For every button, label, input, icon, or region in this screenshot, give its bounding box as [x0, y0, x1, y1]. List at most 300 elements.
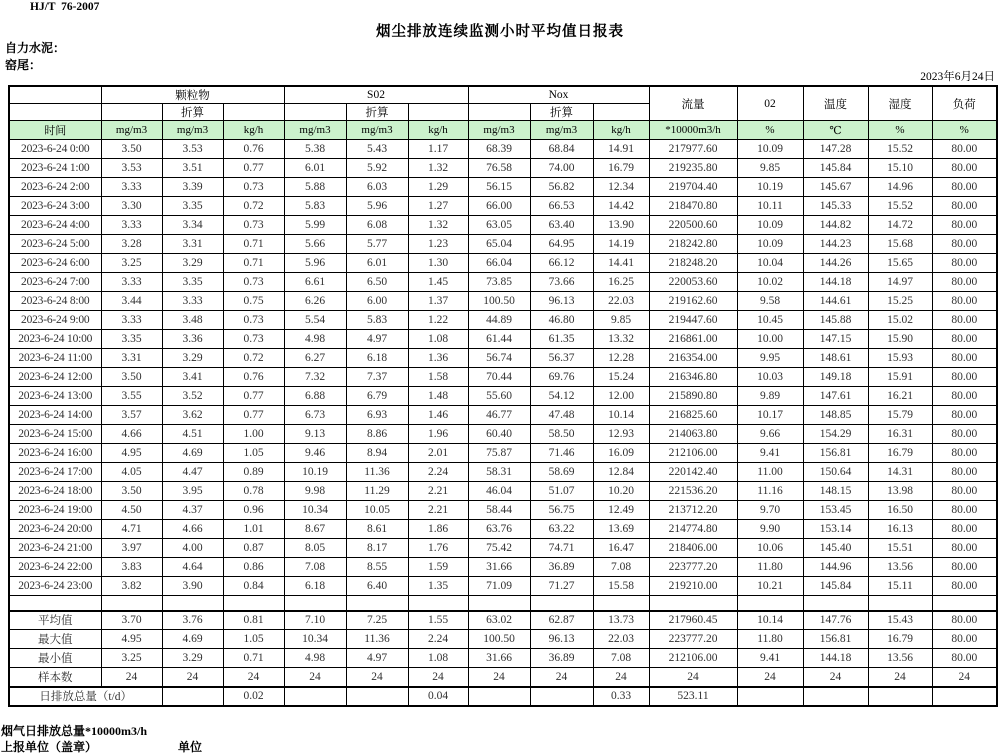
- summary-value: 4.95: [101, 630, 162, 649]
- value-cell: 3.82: [101, 577, 162, 596]
- value-cell: 218470.80: [649, 197, 737, 216]
- summary-value: 24: [408, 668, 468, 687]
- value-cell: 80.00: [932, 368, 997, 387]
- value-cell: 8.94: [346, 444, 408, 463]
- time-cell: 2023-6-24 13:00: [9, 387, 101, 406]
- unit-header: %: [737, 121, 803, 140]
- value-cell: 66.00: [468, 197, 530, 216]
- value-cell: 4.71: [101, 520, 162, 539]
- value-cell: 9.89: [737, 387, 803, 406]
- unit-header: mg/m3: [162, 121, 223, 140]
- time-cell: 2023-6-24 20:00: [9, 520, 101, 539]
- time-cell: 2023-6-24 2:00: [9, 178, 101, 197]
- summary-value: 36.89: [530, 649, 593, 668]
- value-cell: 10.11: [737, 197, 803, 216]
- value-cell: 71.27: [530, 577, 593, 596]
- summary-value: 3.76: [162, 611, 223, 630]
- value-cell: 16.31: [868, 425, 932, 444]
- column-header: 02: [737, 86, 803, 121]
- value-cell: 5.92: [346, 159, 408, 178]
- value-cell: 5.77: [346, 235, 408, 254]
- value-cell: 80.00: [932, 501, 997, 520]
- value-cell: 144.23: [803, 235, 868, 254]
- value-cell: 220053.60: [649, 273, 737, 292]
- summary-value: 4.69: [162, 630, 223, 649]
- value-cell: 219210.00: [649, 577, 737, 596]
- value-cell: 10.02: [737, 273, 803, 292]
- value-cell: 0.73: [223, 178, 284, 197]
- value-cell: 73.66: [530, 273, 593, 292]
- value-cell: 1.36: [408, 349, 468, 368]
- value-cell: 3.55: [101, 387, 162, 406]
- time-cell: 2023-6-24 18:00: [9, 482, 101, 501]
- value-cell: 1.37: [408, 292, 468, 311]
- value-cell: 148.15: [803, 482, 868, 501]
- value-cell: 65.04: [468, 235, 530, 254]
- summary-label: 日排放总量（t/d）: [9, 687, 162, 706]
- summary-value: 24: [530, 668, 593, 687]
- empty-cell: [346, 596, 408, 611]
- value-cell: 3.35: [162, 273, 223, 292]
- summary-value: 24: [803, 668, 868, 687]
- value-cell: 15.11: [868, 577, 932, 596]
- summary-value: 217960.45: [649, 611, 737, 630]
- value-cell: 80.00: [932, 577, 997, 596]
- summary-value: 16.79: [868, 630, 932, 649]
- value-cell: 5.96: [346, 197, 408, 216]
- empty-cell: [803, 596, 868, 611]
- time-cell: 2023-6-24 1:00: [9, 159, 101, 178]
- summary-value: 80.00: [932, 649, 997, 668]
- value-cell: 3.53: [162, 140, 223, 159]
- value-cell: 3.50: [101, 482, 162, 501]
- summary-value: 10.34: [284, 630, 346, 649]
- value-cell: 15.52: [868, 197, 932, 216]
- value-cell: 0.78: [223, 482, 284, 501]
- value-cell: 16.47: [593, 539, 649, 558]
- value-cell: 10.05: [346, 501, 408, 520]
- value-cell: 16.79: [593, 159, 649, 178]
- value-cell: 8.86: [346, 425, 408, 444]
- sub-header: [468, 104, 530, 121]
- value-cell: 5.96: [284, 254, 346, 273]
- value-cell: 6.50: [346, 273, 408, 292]
- company-label: 自力水泥：: [5, 41, 66, 55]
- value-cell: 56.82: [530, 178, 593, 197]
- summary-value: 0.71: [223, 649, 284, 668]
- summary-value: 1.05: [223, 630, 284, 649]
- value-cell: 15.52: [868, 140, 932, 159]
- summary-value: [468, 687, 530, 706]
- value-cell: 3.34: [162, 216, 223, 235]
- group-header: Nox: [468, 86, 649, 104]
- summary-value: 24: [593, 668, 649, 687]
- value-cell: 64.95: [530, 235, 593, 254]
- value-cell: 31.66: [468, 558, 530, 577]
- summary-value: 4.98: [284, 649, 346, 668]
- summary-value: 63.02: [468, 611, 530, 630]
- value-cell: 153.14: [803, 520, 868, 539]
- value-cell: 2.21: [408, 501, 468, 520]
- converted-header: 折算: [162, 104, 223, 121]
- value-cell: 218406.00: [649, 539, 737, 558]
- value-cell: 75.42: [468, 539, 530, 558]
- value-cell: 80.00: [932, 235, 997, 254]
- summary-value: 24: [101, 668, 162, 687]
- value-cell: 10.03: [737, 368, 803, 387]
- value-cell: 5.83: [346, 311, 408, 330]
- value-cell: 80.00: [932, 463, 997, 482]
- value-cell: 10.06: [737, 539, 803, 558]
- value-cell: 1.01: [223, 520, 284, 539]
- value-cell: 3.50: [101, 368, 162, 387]
- value-cell: 145.84: [803, 159, 868, 178]
- value-cell: 15.10: [868, 159, 932, 178]
- value-cell: 14.91: [593, 140, 649, 159]
- summary-value: 223777.20: [649, 630, 737, 649]
- value-cell: 11.00: [737, 463, 803, 482]
- value-cell: 0.86: [223, 558, 284, 577]
- value-cell: 6.26: [284, 292, 346, 311]
- time-cell: 2023-6-24 6:00: [9, 254, 101, 273]
- value-cell: 216861.00: [649, 330, 737, 349]
- value-cell: 0.87: [223, 539, 284, 558]
- value-cell: 223777.20: [649, 558, 737, 577]
- value-cell: 5.38: [284, 140, 346, 159]
- value-cell: 3.97: [101, 539, 162, 558]
- value-cell: 3.44: [101, 292, 162, 311]
- value-cell: 3.35: [162, 197, 223, 216]
- value-cell: 96.13: [530, 292, 593, 311]
- value-cell: 11.29: [346, 482, 408, 501]
- summary-value: 24: [932, 668, 997, 687]
- value-cell: 6.08: [346, 216, 408, 235]
- value-cell: 14.97: [868, 273, 932, 292]
- value-cell: 12.00: [593, 387, 649, 406]
- value-cell: 66.04: [468, 254, 530, 273]
- summary-value: [803, 687, 868, 706]
- value-cell: 10.20: [593, 482, 649, 501]
- value-cell: 4.66: [162, 520, 223, 539]
- summary-value: 100.50: [468, 630, 530, 649]
- empty-cell: [737, 596, 803, 611]
- group-header: S02: [284, 86, 468, 104]
- value-cell: 1.29: [408, 178, 468, 197]
- corner-cell: [9, 104, 101, 121]
- summary-value: 24: [284, 668, 346, 687]
- value-cell: 13.56: [868, 558, 932, 577]
- footer-flue-total-label: 烟气日排放总量*10000m3/h: [1, 724, 148, 738]
- summary-value: 1.08: [408, 649, 468, 668]
- unit-header: kg/h: [223, 121, 284, 140]
- summary-value: 31.66: [468, 649, 530, 668]
- value-cell: 3.31: [162, 235, 223, 254]
- value-cell: 16.09: [593, 444, 649, 463]
- value-cell: 3.48: [162, 311, 223, 330]
- value-cell: 3.57: [101, 406, 162, 425]
- value-cell: 4.64: [162, 558, 223, 577]
- value-cell: 3.50: [101, 140, 162, 159]
- summary-value: 24: [468, 668, 530, 687]
- value-cell: 0.71: [223, 235, 284, 254]
- time-cell: 2023-6-24 3:00: [9, 197, 101, 216]
- summary-value: [346, 687, 408, 706]
- empty-cell: [932, 596, 997, 611]
- summary-label: 最大值: [9, 630, 101, 649]
- unit-header: mg/m3: [530, 121, 593, 140]
- value-cell: 1.59: [408, 558, 468, 577]
- value-cell: 13.69: [593, 520, 649, 539]
- time-cell: 2023-6-24 21:00: [9, 539, 101, 558]
- summary-value: 0.02: [223, 687, 284, 706]
- value-cell: 3.90: [162, 577, 223, 596]
- summary-value: 10.14: [737, 611, 803, 630]
- summary-value: 9.41: [737, 649, 803, 668]
- value-cell: 4.51: [162, 425, 223, 444]
- empty-cell: [408, 596, 468, 611]
- value-cell: 219704.40: [649, 178, 737, 197]
- converted-header: 折算: [530, 104, 593, 121]
- value-cell: 55.60: [468, 387, 530, 406]
- value-cell: 218242.80: [649, 235, 737, 254]
- value-cell: 63.40: [530, 216, 593, 235]
- unit-header: mg/m3: [101, 121, 162, 140]
- time-cell: 2023-6-24 0:00: [9, 140, 101, 159]
- time-cell: 2023-6-24 5:00: [9, 235, 101, 254]
- value-cell: 100.50: [468, 292, 530, 311]
- summary-value: 11.80: [737, 630, 803, 649]
- value-cell: 22.03: [593, 292, 649, 311]
- value-cell: 10.19: [284, 463, 346, 482]
- value-cell: 149.18: [803, 368, 868, 387]
- value-cell: 144.26: [803, 254, 868, 273]
- summary-value: 147.76: [803, 611, 868, 630]
- value-cell: 14.96: [868, 178, 932, 197]
- summary-value: 80.00: [932, 630, 997, 649]
- value-cell: 3.33: [162, 292, 223, 311]
- value-cell: 3.36: [162, 330, 223, 349]
- value-cell: 3.62: [162, 406, 223, 425]
- summary-value: [284, 687, 346, 706]
- column-header: 湿度: [868, 86, 932, 121]
- value-cell: 5.66: [284, 235, 346, 254]
- value-cell: 1.32: [408, 216, 468, 235]
- value-cell: 4.47: [162, 463, 223, 482]
- value-cell: 0.72: [223, 349, 284, 368]
- value-cell: 3.52: [162, 387, 223, 406]
- sub-header: [101, 104, 162, 121]
- summary-value: 523.11: [649, 687, 737, 706]
- summary-value: 0.04: [408, 687, 468, 706]
- value-cell: 219235.80: [649, 159, 737, 178]
- value-cell: 71.09: [468, 577, 530, 596]
- value-cell: 80.00: [932, 311, 997, 330]
- value-cell: 46.04: [468, 482, 530, 501]
- value-cell: 3.33: [101, 216, 162, 235]
- value-cell: 9.85: [593, 311, 649, 330]
- unit-header: %: [868, 121, 932, 140]
- value-cell: 9.66: [737, 425, 803, 444]
- value-cell: 61.44: [468, 330, 530, 349]
- summary-value: [530, 687, 593, 706]
- value-cell: 1.35: [408, 577, 468, 596]
- value-cell: 16.25: [593, 273, 649, 292]
- value-cell: 219447.60: [649, 311, 737, 330]
- time-cell: 2023-6-24 22:00: [9, 558, 101, 577]
- summary-value: 24: [649, 668, 737, 687]
- value-cell: 8.05: [284, 539, 346, 558]
- value-cell: 15.58: [593, 577, 649, 596]
- time-cell: 2023-6-24 11:00: [9, 349, 101, 368]
- standard-code: HJ/T 76-2007: [30, 1, 100, 13]
- value-cell: 15.93: [868, 349, 932, 368]
- value-cell: 54.12: [530, 387, 593, 406]
- value-cell: 75.87: [468, 444, 530, 463]
- value-cell: 70.44: [468, 368, 530, 387]
- value-cell: 221536.20: [649, 482, 737, 501]
- value-cell: 216346.80: [649, 368, 737, 387]
- value-cell: 2.01: [408, 444, 468, 463]
- kiln-label: 窑尾：: [5, 58, 42, 72]
- value-cell: 5.99: [284, 216, 346, 235]
- unit-header: kg/h: [408, 121, 468, 140]
- value-cell: 1.30: [408, 254, 468, 273]
- value-cell: 3.41: [162, 368, 223, 387]
- value-cell: 220142.40: [649, 463, 737, 482]
- value-cell: 10.09: [737, 235, 803, 254]
- value-cell: 36.89: [530, 558, 593, 577]
- value-cell: 15.25: [868, 292, 932, 311]
- value-cell: 6.93: [346, 406, 408, 425]
- empty-cell: [162, 596, 223, 611]
- time-cell: 2023-6-24 16:00: [9, 444, 101, 463]
- value-cell: 11.36: [346, 463, 408, 482]
- value-cell: 145.88: [803, 311, 868, 330]
- value-cell: 3.83: [101, 558, 162, 577]
- unit-header: mg/m3: [284, 121, 346, 140]
- value-cell: 1.76: [408, 539, 468, 558]
- value-cell: 56.37: [530, 349, 593, 368]
- value-cell: 214774.80: [649, 520, 737, 539]
- value-cell: 10.09: [737, 216, 803, 235]
- summary-value: 13.73: [593, 611, 649, 630]
- summary-value: 7.08: [593, 649, 649, 668]
- value-cell: 4.95: [101, 444, 162, 463]
- value-cell: 16.13: [868, 520, 932, 539]
- value-cell: 156.81: [803, 444, 868, 463]
- sub-header: [408, 104, 468, 121]
- value-cell: 0.73: [223, 311, 284, 330]
- time-cell: 2023-6-24 12:00: [9, 368, 101, 387]
- value-cell: 0.77: [223, 406, 284, 425]
- value-cell: 9.98: [284, 482, 346, 501]
- value-cell: 80.00: [932, 387, 997, 406]
- value-cell: 6.79: [346, 387, 408, 406]
- empty-cell: [530, 596, 593, 611]
- value-cell: 217977.60: [649, 140, 737, 159]
- report-title: 烟尘排放连续监测小时平均值日报表: [376, 24, 624, 40]
- value-cell: 6.18: [284, 577, 346, 596]
- value-cell: 12.93: [593, 425, 649, 444]
- value-cell: 3.33: [101, 178, 162, 197]
- value-cell: 46.80: [530, 311, 593, 330]
- column-header: 负荷: [932, 86, 997, 121]
- value-cell: 216354.00: [649, 349, 737, 368]
- value-cell: 66.12: [530, 254, 593, 273]
- value-cell: 15.65: [868, 254, 932, 273]
- footer-unit-label: 单位: [178, 740, 203, 754]
- value-cell: 80.00: [932, 539, 997, 558]
- value-cell: 6.61: [284, 273, 346, 292]
- summary-label: 平均值: [9, 611, 101, 630]
- value-cell: 3.29: [162, 349, 223, 368]
- value-cell: 3.51: [162, 159, 223, 178]
- value-cell: 15.91: [868, 368, 932, 387]
- value-cell: 46.77: [468, 406, 530, 425]
- value-cell: 10.21: [737, 577, 803, 596]
- value-cell: 0.89: [223, 463, 284, 482]
- value-cell: 3.30: [101, 197, 162, 216]
- value-cell: 144.18: [803, 273, 868, 292]
- value-cell: 4.69: [162, 444, 223, 463]
- summary-value: 24: [223, 668, 284, 687]
- value-cell: 9.85: [737, 159, 803, 178]
- summary-value: 212106.00: [649, 649, 737, 668]
- value-cell: 3.95: [162, 482, 223, 501]
- summary-value: 15.43: [868, 611, 932, 630]
- value-cell: 15.24: [593, 368, 649, 387]
- summary-value: [737, 687, 803, 706]
- value-cell: 60.40: [468, 425, 530, 444]
- value-cell: 8.17: [346, 539, 408, 558]
- empty-cell: [649, 596, 737, 611]
- unit-header: mg/m3: [468, 121, 530, 140]
- value-cell: 80.00: [932, 273, 997, 292]
- value-cell: 58.31: [468, 463, 530, 482]
- unit-header: ℃: [803, 121, 868, 140]
- value-cell: 147.15: [803, 330, 868, 349]
- value-cell: 3.39: [162, 178, 223, 197]
- value-cell: 13.98: [868, 482, 932, 501]
- summary-value: 2.24: [408, 630, 468, 649]
- value-cell: 1.05: [223, 444, 284, 463]
- value-cell: 14.42: [593, 197, 649, 216]
- sub-header: [223, 104, 284, 121]
- value-cell: 3.33: [101, 311, 162, 330]
- value-cell: 68.84: [530, 140, 593, 159]
- value-cell: 68.39: [468, 140, 530, 159]
- value-cell: 6.01: [284, 159, 346, 178]
- value-cell: 80.00: [932, 425, 997, 444]
- sub-header: [593, 104, 649, 121]
- value-cell: 147.28: [803, 140, 868, 159]
- value-cell: 7.08: [593, 558, 649, 577]
- value-cell: 0.96: [223, 501, 284, 520]
- value-cell: 1.96: [408, 425, 468, 444]
- value-cell: 80.00: [932, 558, 997, 577]
- summary-label: 最小值: [9, 649, 101, 668]
- value-cell: 153.45: [803, 501, 868, 520]
- summary-value: 0.33: [593, 687, 649, 706]
- value-cell: 6.73: [284, 406, 346, 425]
- value-cell: 148.85: [803, 406, 868, 425]
- value-cell: 219162.60: [649, 292, 737, 311]
- value-cell: 9.90: [737, 520, 803, 539]
- value-cell: 13.32: [593, 330, 649, 349]
- value-cell: 80.00: [932, 406, 997, 425]
- time-cell: 2023-6-24 14:00: [9, 406, 101, 425]
- value-cell: 144.96: [803, 558, 868, 577]
